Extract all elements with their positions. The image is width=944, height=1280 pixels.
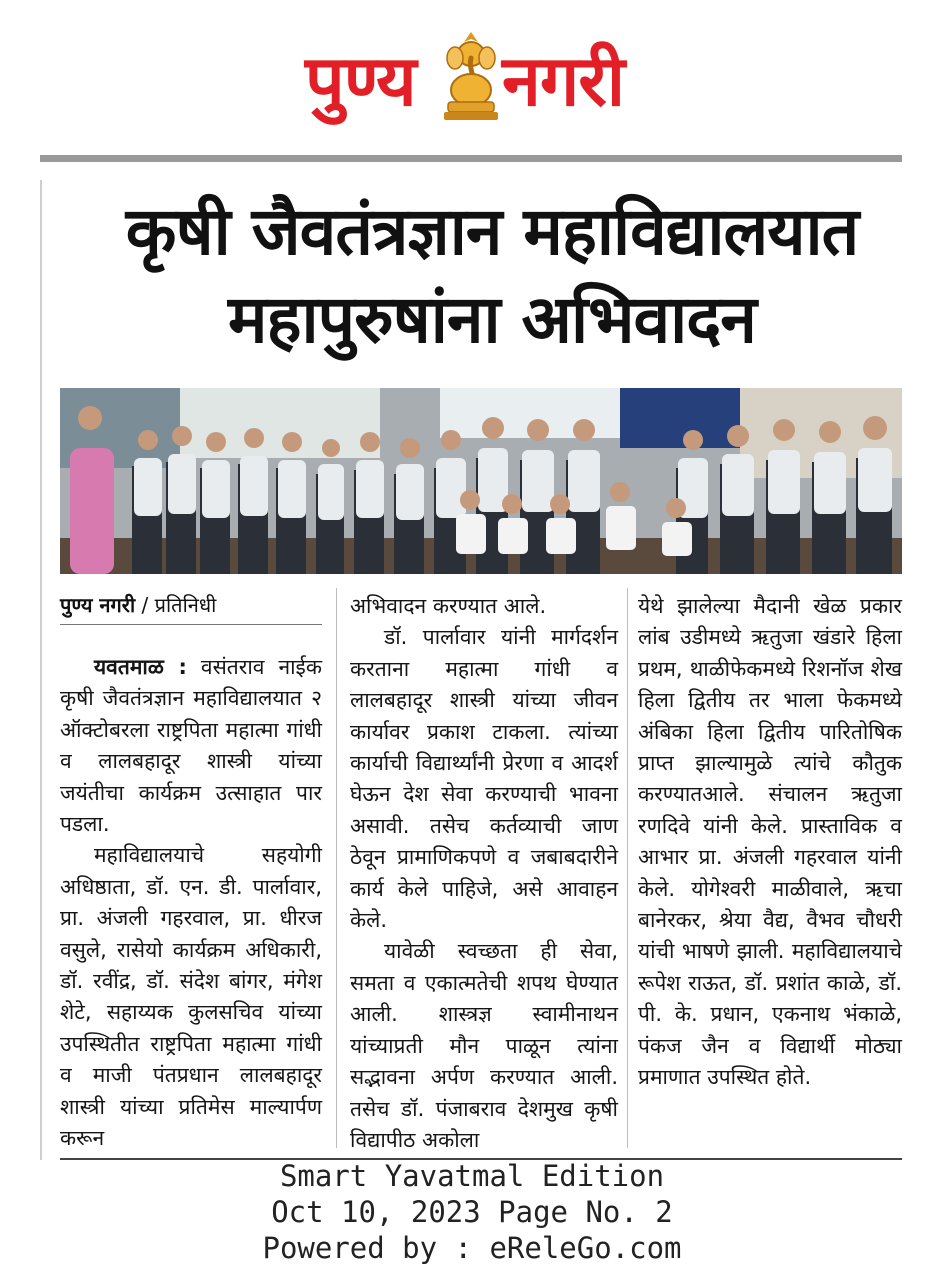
powered-by: Powered by : eReleGo.com: [262, 1231, 682, 1265]
article-paragraph: महाविद्यालयाचे सहयोगी अधिष्ठाता, डॉ. एन. डी. पार्लावार, प्रा. अंजली गहरवाल, प्रा. धीरज वसुले, रासेयो कार्यक्रम अधिकारी, डॉ. रवींद्र, डॉ. संदेश बांगर, मंगेश शेटे, सहाय्यक कुलसचिव यांच्या उपस्थितीत राष्ट्रपिता महात्मा गांधी व माजी पंतप्रधान लालबहादूर शास्त्री यांच्या प्रतिमेस माल्यार्पण करून: [60, 843, 322, 1151]
headline: [40, 188, 944, 364]
byline-separator: /: [135, 593, 155, 617]
paragraph-text: वसंतराव नाईक कृषी जैवतंत्रज्ञान महाविद्यालयात २ ऑक्टोबरला राष्ट्रपिता महात्मा गांधी व लालबहादूर शास्त्री यांच्या जयंतीचा कार्यक्रम उत्साहात पार पडला.: [60, 655, 322, 837]
article-paragraph: यावेळी स्वच्छता ही सेवा, समता व एकात्मतेची शपथ घेण्यात आली. शास्त्रज्ञ स्वामीनाथन यांच्याप्रती मौन पाळून त्यांना सद्भावना अर्पण करण्यात आली. तसेच डॉ. पंजाबराव देशमुख कृषी विद्यापीठ अकोला: [350, 939, 618, 1152]
headline-line1: कृषी जैवतंत्रज्ञान महाविद्यालयात: [125, 193, 859, 270]
byline-rule: [60, 624, 322, 625]
masthead-rule: [40, 155, 902, 162]
headline-line2: महापुरुषांना अभिवादन: [228, 281, 756, 358]
byline-paper: पुण्य नगरी: [60, 593, 136, 617]
edition-name: Smart Yavatmal Edition: [279, 1159, 665, 1193]
byline-role: प्रतिनिधी: [154, 593, 217, 617]
dateline: यवतमाळ :: [94, 655, 187, 679]
masthead-right-word: नगरी: [502, 40, 625, 122]
column-separator: [627, 588, 628, 1148]
article-paragraph: डॉ. पार्लावार यांनी मार्गदर्शन करताना महात्मा गांधी व लालबहादूर शास्त्री यांच्या जीवन कार्यावर प्रकाश टाकला. त्यांच्या कार्याची विद्यार्थ्यांनी प्रेरणा व आदर्श घेऊन देश सेवा करण्याची भावना असावी. तसेच कर्तव्याची जाण ठेवून प्रामाणिकपणे व जबाबदारीने कार्य केले पाहिजे, असे आवाहन केले.: [350, 625, 618, 933]
article-paragraph: [60, 652, 322, 840]
edition-footer: [0, 1158, 944, 1266]
article-paragraph: येथे झालेल्या मैदानी खेळ प्रकार लांब उडीमध्ये ऋतुजा खंडारे हिला प्रथम, थाळीफेकमध्ये रिशनॉज शेख हिला द्वितीय तर भाला फेकमध्ये अंबिका हिला द्वितीय पारितोषिक प्राप्त झाल्यामुळे त्यांचे कौतुक करण्यातआले. संचालन ऋतुजा रणदिवे यांनी केले. प्रास्ताविक व आभार प्रा. अंजली गहरवाल यांनी केले. योगेश्वरी माळीवाले, ऋचा बानेरकर, श्रेया वैद्य, वैभव चौधरी यांची भाषणे झाली. महाविद्यालयाचे रूपेश राऊत, डॉ. प्रशांत काळे, डॉ. पी. के. प्रधान, एकनाथ भंकाळे, पंकज जैन व विद्यार्थी मोठ्या प्रमाणात उपस्थित होते.: [638, 594, 902, 1090]
article-column-1: [60, 652, 322, 1155]
ganesha-logo-icon: [440, 28, 502, 124]
article-column-3: [638, 591, 902, 1094]
byline: [60, 592, 216, 618]
masthead: [0, 24, 944, 134]
column-separator: [336, 588, 337, 1148]
edition-date-page: Oct 10, 2023 Page No. 2: [271, 1195, 673, 1229]
article-paragraph: अभिवादन करण्यात आले.: [350, 594, 547, 618]
article-column-2: [350, 591, 618, 1156]
masthead-left-word: पुण्य: [305, 40, 416, 122]
group-photo: [60, 388, 902, 574]
